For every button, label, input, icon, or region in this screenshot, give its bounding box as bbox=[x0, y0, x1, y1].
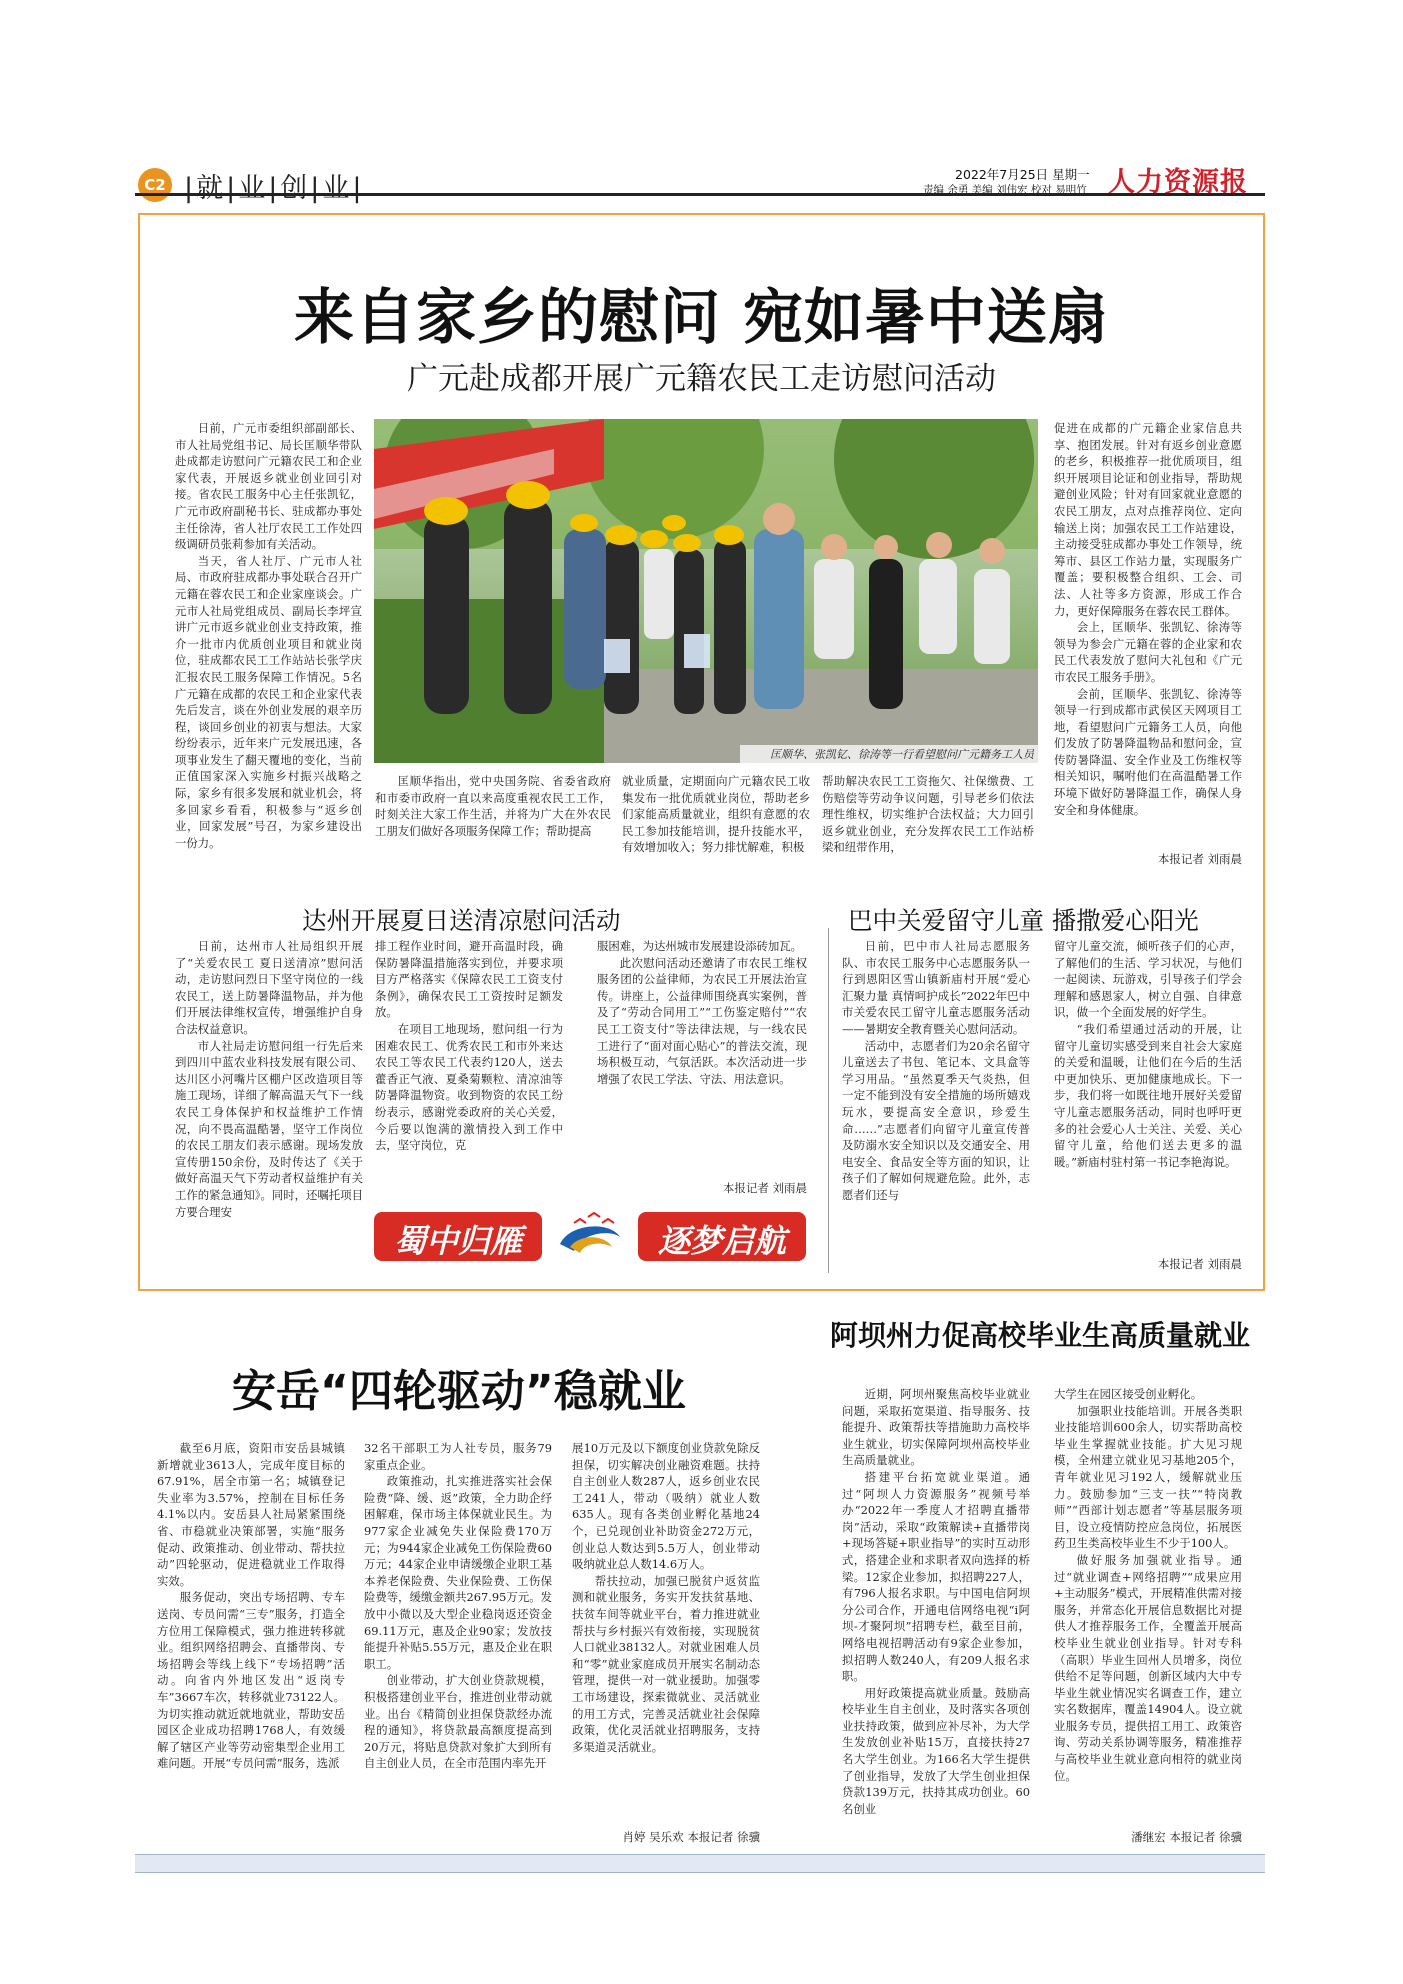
feature-headline: 来自家乡的慰问 宛如暑中送扇 bbox=[294, 283, 1109, 353]
feature-paragraph: 当天，省人社厅、广元市人社局、市政府驻成都办事处联合召开广元籍在蓉农民工和企业家座谈会。广元市人社局党组成员、副局长李坪宣讲广元市返乡就业创业支持政策，推介一批市内优质创业项目和就业岗位，驻成都农民工工作站站长张学庆汇报农民工服务保障工作情况。5名广元籍在成都的农民工和企业家代表先后发言，谈在外创业发展的艰辛历程，谈回乡创业的初衷与想法。大家纷纷表示，近年来广元发展迅速，各项事业发生了翻天覆地的变化，当前正值国家深入实施乡村振兴战略之际，家乡有很多发展和就业机会，将多回家乡看看，积极参与“返乡创业，回家发展”号召，为家乡建设出一份力。 bbox=[175, 553, 362, 850]
dazhou-paragraph: 此次慰问活动还邀请了市农民工维权服务团的公益律师，为农民工开展法治宣传。讲座上，公益律师围绕真实案例，普及了“劳动合同用工”“工伤鉴定赔付”“农民工工资支付”等法律法规，与一线农民工进行了“面对面心贴心”的普法交流，现场积极互动，气氛活跃。本次活动进一步增强了农民工学法、守法、用法意识。 bbox=[597, 955, 807, 1086]
issue-date: 2022年7月25日 星期一 bbox=[955, 167, 1090, 182]
anyue-paragraph: 展10万元及以下额度创业贷款免除反担保，切实解决创业融资难题。扶持自主创业人数287人，返乡创业农民工241人，带动（吸纳）就业人数635人。现有各类创业孵化基地24个，已兑现创业补助资金272万元，创业总人数达到5.5万人，创业带动吸纳就业总人数14.6万人。 bbox=[572, 1441, 760, 1572]
feature-paragraph: 就业质量，定期面向广元籍农民工收集发布一批优质就业岗位，帮助老乡们家能高质量就业，组织有意愿的农民工参加技能培训，提升技能水平，有效增加收入；努力排忧解难，积极 bbox=[622, 774, 810, 855]
dazhou-headline: 达州开展夏日送清凉慰问活动 bbox=[302, 906, 621, 935]
bazhong-paragraph: 留守儿童交流，倾听孩子们的心声，了解他们的生活、学习状况，与他们一起阅读、玩游戏，引导孩子们学会理解和感恩家人，树立自强、自律意识，做一个全面发展的好学生。 bbox=[1054, 939, 1242, 1020]
page-number-badge: C2 bbox=[138, 168, 172, 202]
feature-subhead: 广元赴成都开展广元籍农民工走访慰问活动 bbox=[407, 361, 996, 397]
banner-left-text: 蜀中归雁 bbox=[393, 1222, 522, 1260]
aba-paragraph: 用好政策提高就业质量。鼓励高校毕业生自主创业，及时落实各项创业扶持政策，做到应补尽补，为大学生发放创业补贴15万，直接扶持27名大学生创业。为166名大学生提供了创业指导，发放了大学生创业担保贷款139万元，扶持其成功创业。60名创业 bbox=[842, 1685, 1030, 1816]
anyue-column-3 bbox=[572, 1440, 760, 1825]
dazhou-paragraph: 日前，达州市人社局组织开展了“关爱农民工 夏日送清凉”慰问活动，走访慰问烈日下坚守岗位的一线农民工，送上防暑降温物品，并为他们开展法律维权宣传，增强维护自身合法权益意识。 bbox=[175, 939, 363, 1036]
dazhou-column-1 bbox=[175, 938, 363, 1274]
bazhong-paragraph: 活动中，志愿者们为20余名留守儿童送去了书包、笔记本、文具盒等学习用品。“虽然夏季天气炎热，但一定不能到没有安全措施的场所嬉戏玩水，要提高安全意识，珍爱生命……”志愿者们向留守儿童宣传普及防溺水安全知识以及交通安全、用电安全、食品安全等方面的知识，让孩子们了解如何规避危险。此外，志愿者们还与 bbox=[842, 1038, 1030, 1202]
aba-paragraph: 大学生在园区接受创业孵化。 bbox=[1054, 1387, 1203, 1401]
feature-column-5 bbox=[1054, 420, 1242, 850]
newspaper-masthead: 人力资源报 bbox=[1108, 167, 1248, 198]
editor-credits: 责编 余勇 美编 刘伟宏 校对 易明竹 bbox=[923, 184, 1087, 196]
footer-band bbox=[135, 1854, 1265, 1873]
slogan-banner bbox=[374, 1209, 806, 1264]
bazhong-byline: 本报记者 刘雨晨 bbox=[1157, 1257, 1242, 1271]
anyue-byline: 肖婷 吴乐欢 本报记者 徐骥 bbox=[622, 1830, 760, 1844]
aba-column-1 bbox=[842, 1386, 1030, 1845]
section-title: |就|业|创|业| bbox=[184, 173, 365, 204]
news-photo bbox=[374, 419, 1038, 763]
feature-column-1 bbox=[175, 420, 362, 872]
aba-paragraph: 搭建平台拓宽就业渠道。通过“阿坝人力资源服务”视频号举办“2022年一季度人才招聘直播带岗”活动，采取“政策解读+直播带岗+现场答疑+职业指导”的实时互动形式，搭建企业和求职者双向选择的桥梁。12家企业参加，拟招聘227人，有796人报名求职。与中国电信阿坝分公司合作，开通电信网络电视“i阿坝-才聚阿坝”招聘专栏，截至目前，网络电视招聘活动有9家企业参加，拟招聘人数240人，有209人报名求职。 bbox=[842, 1469, 1030, 1684]
feature-byline: 本报记者 刘雨晨 bbox=[1157, 852, 1242, 866]
feature-column-2 bbox=[375, 773, 611, 873]
feature-column-3 bbox=[622, 773, 810, 873]
dazhou-byline: 本报记者 刘雨晨 bbox=[722, 1181, 807, 1195]
dazhou-column-2 bbox=[375, 938, 563, 1206]
dazhou-column-3 bbox=[597, 938, 807, 1176]
aba-paragraph: 加强职业技能培训。开展各类职业技能培训600余人，切实帮助高校毕业生掌握就业技能。扩大见习规模，全州建立就业见习基地205个，青年就业见习192人，缓解就业压力。鼓励参加“三支一扶”“特岗教师”“西部计划志愿者”等基层服务项目，设立疫情防控应急岗位，拓展医药卫生类高校毕业生不少于100人。 bbox=[1054, 1403, 1242, 1551]
bazhong-paragraph: “我们希望通过活动的开展，让留守儿童切实感受到来自社会大家庭的关爱和温暖，让他们在今后的生活中更加快乐、更加健康地成长。下一步，我们将一如既往地开展好关爱留守儿童志愿服务活动，同时也呼吁更多的社会爱心人士关注、关爱、关心留守儿童，给他们送去更多的温暖。”新庙村驻村第一书记李艳海说。 bbox=[1054, 1021, 1242, 1169]
column-divider bbox=[828, 928, 829, 1273]
feature-paragraph: 匡顺华指出，党中央国务院、省委省政府和市委市政府一直以来高度重视农民工工作，时刻关注大家工作生活，并将为广大在外农民工朋友们做好各项服务保障工作；帮助提高 bbox=[375, 774, 611, 838]
aba-headline: 阿坝州力促高校毕业生高质量就业 bbox=[830, 1319, 1251, 1352]
feature-paragraph: 会上，匡顺华、张凯钇、徐涛等领导为参会广元籍在蓉的企业家和农民工代表发放了慰问大礼包和《广元市农民工服务手册》。 bbox=[1054, 620, 1242, 684]
anyue-paragraph: 32名干部职工为人社专员，服务79家重点企业。 bbox=[364, 1441, 552, 1472]
anyue-headline: 安岳“四轮驱动”稳就业 bbox=[232, 1366, 686, 1417]
aba-byline: 潘继宏 本报记者 徐骥 bbox=[1131, 1830, 1242, 1844]
photo-illustration bbox=[374, 419, 1038, 763]
aba-column-2 bbox=[1054, 1386, 1242, 1827]
dazhou-paragraph: 排工程作业时间，避开高温时段，确保防暑降温措施落实到位，并要求项目方严格落实《保障农民工工资支付条例》，确保农民工工资按时足额发放。 bbox=[375, 939, 563, 1020]
anyue-paragraph: 政策推动，扎实推进落实社会保险费“降、缓、返”政策，全力助企纾困解难，保市场主体保就业民生。为977家企业减免失业保险费170万元；为944家企业减免工伤保险费60万元；44家企业申请缓缴企业职工基本养老保险费、失业保险费、工伤保险费等，缓缴金额共267.95万元。发放中小微以及大型企业稳岗返还资金69.11万元，惠及企业90家；发放技能提升补贴5.55万元，惠及企业在职职工。 bbox=[364, 1474, 552, 1671]
header-rule bbox=[135, 193, 1265, 196]
dazhou-paragraph: 在项目工地现场，慰问组一行为困难农民工、优秀农民工和市外来达农民工等农民工代表约120人，送去藿香正气液、夏桑菊颗粒、清凉油等防暑降温物资。收到物资的农民工纷纷表示，感谢党委政府的关心关爱，今后要以饱满的激情投入到工作中去，坚守岗位，克 bbox=[375, 1021, 563, 1153]
aba-paragraph: 近期，阿坝州聚焦高校毕业就业问题，采取拓宽渠道、指导服务、技能提升、政策帮扶等措施助力高校毕业生就业，切实保障阿坝州高校毕业生高质量就业。 bbox=[842, 1387, 1030, 1468]
feature-paragraph: 会前，匡顺华、张凯钇、徐涛等领导一行到成都市武侯区天网项目工地，看望慰问广元籍务工人员，向他们发放了防暑降温物品和慰问金，宣传防暑降温、安全作业及工伤维权等相关知识，嘱咐他们在高温酷暑工作环境下做好防暑降温工作，确保人身安全和身体健康。 bbox=[1054, 686, 1242, 817]
bazhong-headline: 巴中关爱留守儿童 播撒爱心阳光 bbox=[848, 906, 1199, 935]
anyue-paragraph: 创业带动，扩大创业贷款规模，积极搭建创业平台，推进创业带动就业。出台《精简创业担保贷款经办流程的通知》，将贷款最高额度提高到20万元，将贴息贷款对象扩大到所有自主创业人员，在全市范围内率先开 bbox=[364, 1673, 552, 1771]
anyue-paragraph: 服务促动，突出专场招聘、专车送岗、专员问需“三专”服务，打造全方位用工保障模式，强力推进转移就业。组织网络招聘会、直播带岗、专场招聘会等线上线下“专场招聘”活动。向省内外地区发出“返岗专车”3667车次，转移就业73122人。为切实推动就近就地就业，帮助安岳园区企业成功招聘1768人，有效缓解了辖区产业等劳动密集型企业用工难问题。开展“专员问需”服务，选派 bbox=[157, 1590, 345, 1771]
banner-right-text: 逐梦启航 bbox=[657, 1222, 786, 1260]
anyue-paragraph: 帮扶拉动，加强已脱贫户返贫监测和就业服务，务实开发扶贫基地、扶贫车间等就业平台，着力推进就业帮扶与乡村振兴有效衔接，实现脱贫人口就业38132人。对就业困难人员和“零”就业家庭成员开展实名制动态管理，提供一对一就业援助。加强零工市场建设，探索微就业、灵活就业的用工方式，完善灵活就业社会保障政策，优化灵活就业招聘服务，支持多渠道灵活就业。 bbox=[572, 1573, 760, 1754]
anyue-column-2 bbox=[364, 1440, 552, 1845]
aba-paragraph: 做好服务加强就业指导。通过“就业调查+网络招聘”“成果应用+主动服务”模式，开展精准供需对接服务，并常态化开展信息数据比对提供人才推荐服务工作，全覆盖开展高校毕业生就业创业指导。针对专科（高职）毕业生回州人员增多，岗位供给不足等问题，创新区域内大中专毕业生就业情况实名调查工作，建立实名数据库，覆盖14904人。设立就业服务专员，提供招工用工、政策咨询、劳动关系协调等服务，精准推荐与高校毕业生就业意向相符的就业岗位。 bbox=[1054, 1552, 1242, 1783]
anyue-paragraph: 截至6月底，资阳市安岳县城镇新增就业3613人，完成年度目标的67.91%，居全市第一名；城镇登记失业率为3.57%，控制在目标任务4.1%以内。安岳县人社局紧紧围绕省、市稳就业决策部署，实施“服务促动、政策推动、创业带动、帮扶拉动”四轮驱动，促进稳就业工作取得实效。 bbox=[157, 1441, 345, 1588]
feature-paragraph: 促进在成都的广元籍企业家信息共享、抱团发展。针对有返乡创业意愿的老乡，积极推荐一批优质项目，组织开展项目论证和创业指导，帮助规避创业风险；针对有回家就业意愿的农民工朋友，点对点推荐岗位、定向输送上岗；加强农民工工作站建设，主动接受驻成都办事处工作领导，统筹市、县区工作站力量，实现服务广覆盖；要积极整合组织、工会、司法、人社等多方资源，形成工作合力，更好保障服务在蓉农民工群体。 bbox=[1054, 421, 1242, 618]
bazhong-paragraph: 日前，巴中市人社局志愿服务队、市农民工服务中心志愿服务队一行到恩阳区雪山镇新庙村开展“爱心汇聚力量 真情呵护成长”2022年巴中市关爱农民工留守儿童志愿服务活动——暑期安全教育暨关心慰问活动。 bbox=[842, 939, 1030, 1036]
bazhong-column-2 bbox=[1054, 938, 1242, 1256]
dazhou-paragraph: 市人社局走访慰问组一行先后来到四川中蓝农业科技发展有限公司、达川区小河嘴片区棚户区改造项目等施工现场，详细了解高温天气下一线农民工身体保护和权益维护工作情况，向不畏高温酷暑，坚守工作岗位的农民工朋友们表示感谢。现场发放宣传册150余份，及时传达了《关于做好高温天气下劳动者权益维护有关工作的紧急通知》。同时，还嘱托项目方要合理安 bbox=[175, 1038, 363, 1219]
feature-column-4 bbox=[822, 773, 1034, 873]
bazhong-column-1 bbox=[842, 938, 1030, 1274]
anyue-column-1 bbox=[157, 1440, 345, 1845]
feature-paragraph: 日前，广元市委组织部副部长、市人社局党组书记、局长匡顺华带队赴成都走访慰问广元籍农民工和企业家代表，开展返乡就业创业回引对接。省农民工服务中心主任张凯钇，广元市政府副秘书长、驻成都办事处主任徐涛，省人社厅农民工工作处四级调研员张莉参加有关活动。 bbox=[175, 421, 362, 552]
feature-paragraph: 帮助解决农民工工资拖欠、社保缴费、工伤赔偿等劳动争议问题，引导老乡们依法理性维权，切实维护合法权益；大力回引返乡就业创业，充分发挥农民工工作站桥梁和纽带作用， bbox=[822, 774, 1034, 855]
photo-caption: 匡顺华、张凯钇、徐涛等一行看望慰问广元籍务工人员 bbox=[740, 745, 1038, 763]
dazhou-paragraph: 服困难，为达州城市发展建设添砖加瓦。 bbox=[597, 939, 803, 953]
